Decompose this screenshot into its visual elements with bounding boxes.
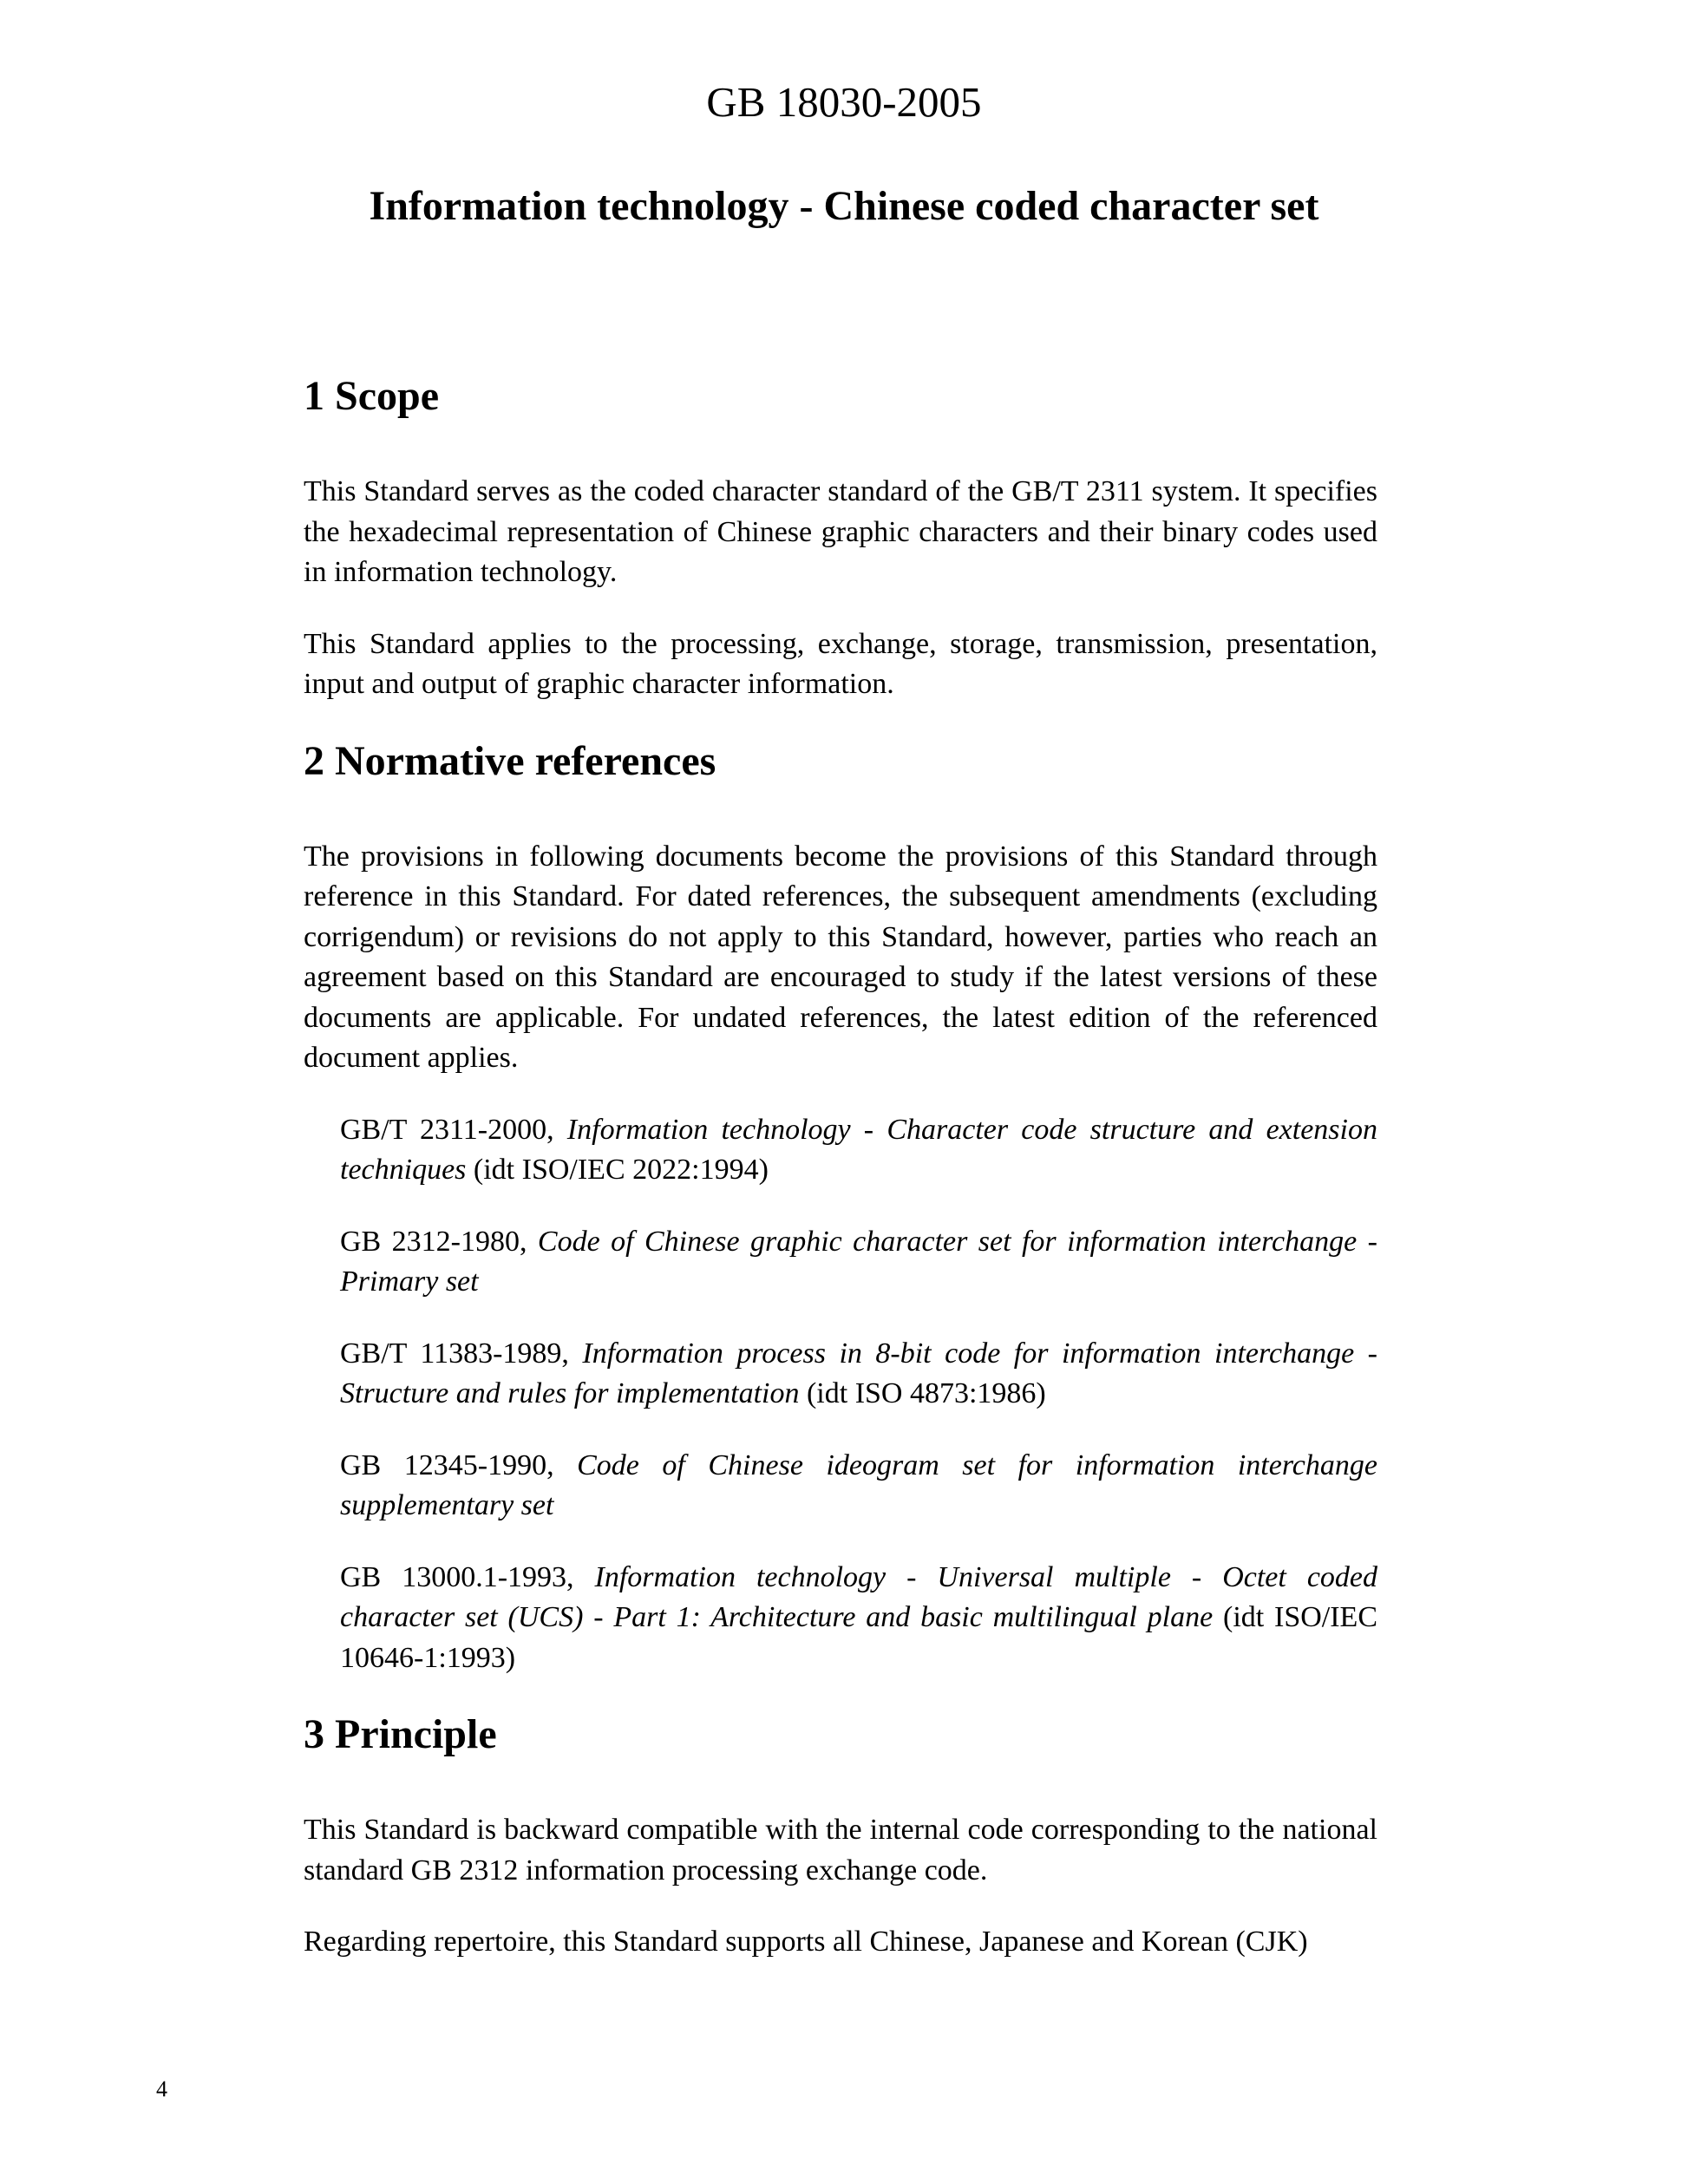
- reference-item: [340, 1110, 1377, 1191]
- reference-item: [340, 1446, 1377, 1527]
- reference-code: GB 13000.1-1993,: [340, 1560, 595, 1593]
- normative-references-paragraph: The provisions in following documents become the provisions of this Standard through reference in this Standard. For dated references, the subsequent amendments (excluding corrigendum) or revisions do not apply to this Standard, however, parties who reach an agreement based on this Standard are encouraged to study if the latest versions of these documents are applicable. For undated references, the latest edition of the referenced document applies.: [304, 840, 1377, 1074]
- reference-item: [340, 1334, 1377, 1415]
- scope-paragraph-1: This Standard serves as the coded character standard of the GB/T 2311 system. It specifies the hexadecimal representation of Chinese graphic characters and their binary codes used in information technology.: [304, 475, 1377, 588]
- reference-note: (idt ISO 4873:1986): [799, 1377, 1046, 1409]
- reference-note: (idt ISO/IEC 2022:1994): [466, 1154, 769, 1186]
- section-heading-scope: 1 Scope: [304, 373, 439, 419]
- reference-title: Information technology - Character code structure and extension techniques: [340, 1113, 1377, 1186]
- reference-code: GB 2312-1980,: [340, 1225, 538, 1258]
- reference-code: GB 12345-1990,: [340, 1448, 578, 1481]
- section-heading-principle: 3 Principle: [304, 1711, 497, 1757]
- section-heading-normative-references: 2 Normative references: [304, 737, 716, 784]
- reference-title: Information technology - Universal multiple - Octet coded character set (UCS) - Part 1: Architecture and basic multilingual plane: [340, 1560, 1377, 1633]
- reference-title: Code of Chinese graphic character set for information interchange - Primary set: [340, 1225, 1377, 1298]
- reference-title: Code of Chinese ideogram set for information interchange supplementary set: [340, 1448, 1377, 1521]
- document-title: Information technology - Chinese coded character set: [369, 183, 1319, 229]
- reference-note: (idt ISO/IEC 10646-1:1993): [340, 1601, 1378, 1674]
- principle-paragraph-1: This Standard is backward compatible with the internal code corresponding to the national standard GB 2312 information processing exchange code.: [304, 1814, 1377, 1886]
- reference-item: [340, 1222, 1377, 1303]
- standard-number: GB 18030-2005: [706, 78, 982, 126]
- scope-paragraph-2: This Standard applies to the processing, exchange, storage, transmission, presentation, input and output of graphic character information.: [304, 627, 1377, 700]
- reference-item: [340, 1558, 1377, 1679]
- reference-code: GB/T 11383-1989,: [340, 1337, 583, 1370]
- reference-title: Information process in 8-bit code for information interchange - Structure and rules for implementation: [340, 1337, 1377, 1409]
- principle-paragraph-2: Regarding repertoire, this Standard supports all Chinese, Japanese and Korean (CJK): [304, 1926, 1308, 1958]
- reference-code: GB/T 2311-2000,: [340, 1113, 567, 1146]
- page-number: 4: [156, 2076, 167, 2102]
- document-body: [304, 371, 1377, 1963]
